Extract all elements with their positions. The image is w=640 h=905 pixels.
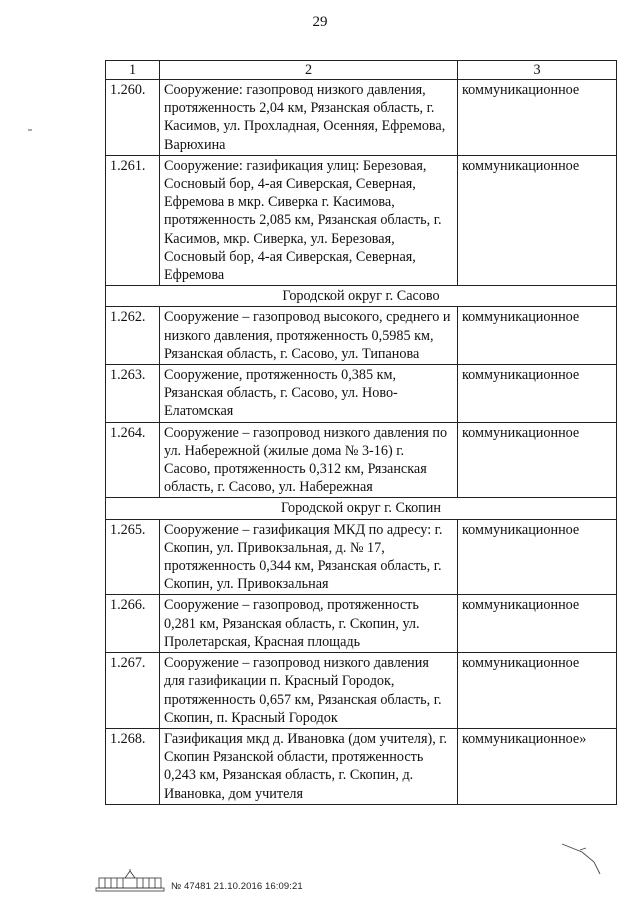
document-footer: [95, 868, 303, 892]
item-number: 1.266.: [106, 595, 160, 653]
table-row: [106, 307, 617, 365]
section-title: Городской округ г. Сасово: [106, 286, 617, 307]
item-type: коммуникационное: [458, 365, 617, 423]
scan-dot-icon: [28, 128, 34, 132]
item-number: 1.268.: [106, 728, 160, 804]
item-description: Сооружение – газопровод, протяженность 0,281 км, Рязанская область, г. Скопин, ул. Пролетарская, Красная площадь: [160, 595, 458, 653]
item-description: Сооружение – газопровод низкого давления для газификации п. Красный Городок, протяженность 0,657 км, Рязанская область, г. Скопин, п. Красный Городок: [160, 653, 458, 729]
table-header: [106, 61, 617, 80]
item-number: 1.261.: [106, 155, 160, 285]
table-row: [106, 80, 617, 156]
section-row: [106, 286, 617, 307]
table-row: [106, 653, 617, 729]
item-description: Сооружение: газопровод низкого давления, протяженность 2,04 км, Рязанская область, г. Касимов, ул. Прохладная, Осенняя, Ефремова, Варюхина: [160, 80, 458, 156]
item-description: Сооружение – газификация МКД по адресу: г. Скопин, ул. Привокзальная, д. № 17, протяженность 0,344 км, Рязанская область, г. Скопин, ул. Привокзальная: [160, 519, 458, 595]
item-type: коммуникационное: [458, 155, 617, 285]
item-type: коммуникационное: [458, 595, 617, 653]
item-type: коммуникационное: [458, 519, 617, 595]
table-row: [106, 155, 617, 285]
section-row: [106, 498, 617, 519]
item-number: 1.260.: [106, 80, 160, 156]
item-number: 1.265.: [106, 519, 160, 595]
document-registration-stamp: № 47481 21.10.2016 16:09:21: [171, 881, 303, 892]
table-row: [106, 519, 617, 595]
item-description: Сооружение – газопровод низкого давления по ул. Набережной (жилые дома № 3-16) г. Сасово, протяженность 0,312 км, Рязанская область, г. Сасово, ул. Набережная: [160, 422, 458, 498]
table-body: [106, 80, 617, 805]
table-row: [106, 728, 617, 804]
table-row: [106, 595, 617, 653]
table-row: [106, 365, 617, 423]
item-description: Сооружение – газопровод высокого, среднего и низкого давления, протяженность 0,5985 км, Рязанская область, г. Сасово, ул. Типанова: [160, 307, 458, 365]
table-row: [106, 422, 617, 498]
scan-mark-icon: [560, 838, 610, 878]
building-stamp-icon: [95, 868, 165, 892]
item-type: коммуникационное: [458, 80, 617, 156]
column-header-number: 1: [106, 61, 160, 80]
item-number: 1.263.: [106, 365, 160, 423]
item-description: Сооружение, протяженность 0,385 км, Рязанская область, г. Сасово, ул. Ново-Елатомская: [160, 365, 458, 423]
item-number: 1.267.: [106, 653, 160, 729]
item-type: коммуникационное: [458, 653, 617, 729]
item-type: коммуникационное: [458, 422, 617, 498]
item-description: Сооружение: газификация улиц: Березовая, Сосновый бор, 4-ая Сиверская, Северная, Ефремова в мкр. Сиверка г. Касимова, протяженность 2,085 км, Рязанская область, г. Касимов, мкр. Сиверка, ул. Березовая, Сосновый бор, 4-ая Сиверская, Северная, Ефремова: [160, 155, 458, 285]
item-description: Газификация мкд д. Ивановка (дом учителя), г. Скопин Рязанской области, протяженность 0,243 км, Рязанская область, г. Скопин, д. Ивановка, дом учителя: [160, 728, 458, 804]
page-number: 29: [312, 14, 328, 30]
column-header-description: 2: [160, 61, 458, 80]
column-header-type: 3: [458, 61, 617, 80]
item-number: 1.264.: [106, 422, 160, 498]
section-title: Городской округ г. Скопин: [106, 498, 617, 519]
item-number: 1.262.: [106, 307, 160, 365]
item-type: коммуникационное»: [458, 728, 617, 804]
item-type: коммуникационное: [458, 307, 617, 365]
property-table: [105, 60, 617, 805]
